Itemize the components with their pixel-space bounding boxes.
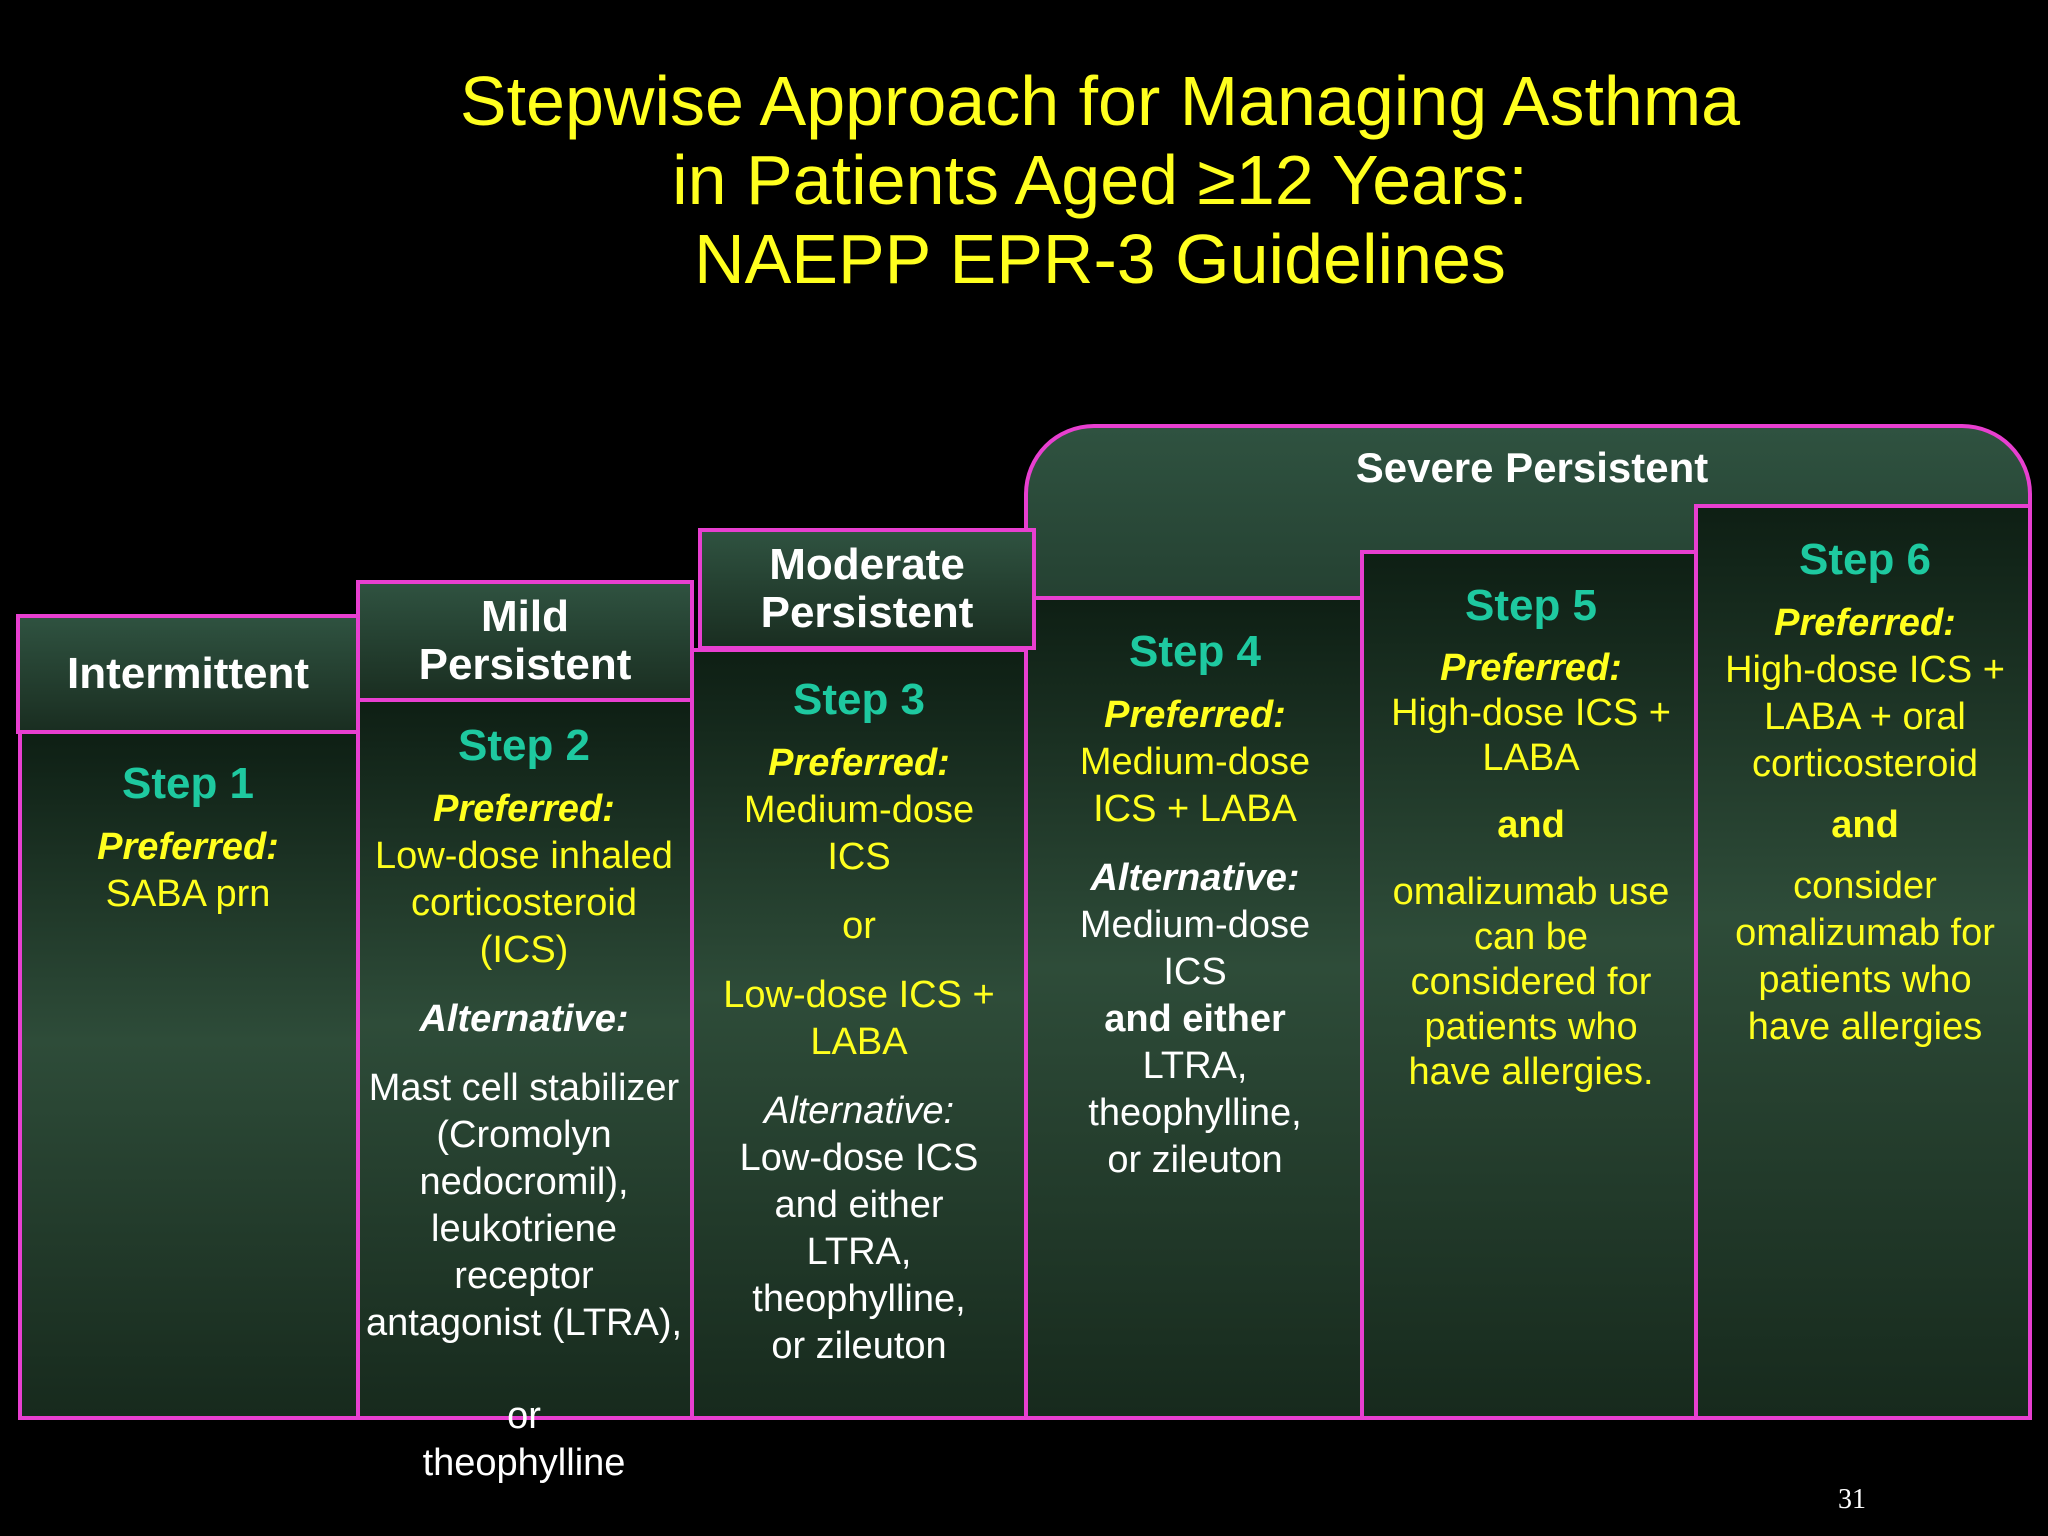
step-5-preferred-line: High-dose ICS + [1391, 692, 1671, 734]
mild-persistent-header [356, 580, 694, 702]
step-1-preferred: SABA prn [105, 873, 271, 915]
step-2-alternative-line: Mast cell stabilizer [368, 1067, 680, 1109]
mild-label-line-1: Mild [481, 592, 569, 641]
step-3-alternative-label: Alternative: [763, 1090, 955, 1132]
step-3-content [688, 674, 1030, 1370]
intermittent-header [16, 614, 360, 734]
step-2-alternative-label: Alternative: [419, 998, 629, 1040]
step-3-or: or [842, 905, 876, 947]
mild-label-line-2: Persistent [418, 640, 632, 689]
step-3-preferred-line: Medium-dose [743, 789, 975, 831]
step-5-preferred-label: Preferred: [1440, 647, 1622, 689]
step-1-preferred-label: Preferred: [97, 826, 279, 868]
step-5-preferred-line: LABA [1482, 737, 1580, 779]
step-1-title: Step 1 [121, 759, 255, 808]
step-2-alternative-line: antagonist (LTRA), [365, 1302, 683, 1344]
step-3-preferred2-line: Low-dose ICS + [723, 974, 995, 1016]
title-line-1: Stepwise Approach for Managing Asthma [459, 62, 1741, 140]
step-2-alternative-line: nedocromil), [419, 1161, 629, 1203]
step-2-last: theophylline [422, 1442, 626, 1484]
step-4-preferred-label: Preferred: [1104, 694, 1286, 736]
step-3-alternative-line: Low-dose ICS [739, 1137, 979, 1179]
step-2-preferred-line: Low-dose inhaled [375, 835, 673, 877]
step-6-extra-line: omalizumab for [1735, 912, 1995, 954]
step-4-and-either: and either [1104, 998, 1286, 1040]
step-2-alternative-line: (Cromolyn [436, 1114, 612, 1156]
step-5-and: and [1497, 804, 1565, 846]
step-5-extra-line: have allergies. [1408, 1051, 1654, 1093]
step-5-extra-line: can be [1473, 916, 1589, 958]
step-2-alternative-line: receptor [454, 1255, 594, 1297]
step-5-title: Step 5 [1464, 581, 1598, 630]
step-2-or: or [507, 1395, 541, 1437]
step-3-preferred2-line: LABA [810, 1021, 908, 1063]
step-5-extra-line: omalizumab use [1392, 871, 1670, 913]
step-6-content [1694, 534, 2036, 1051]
moderate-label-line-2: Persistent [760, 588, 974, 637]
step-2-preferred-line: corticosteroid [411, 882, 637, 924]
step-2-content [352, 720, 696, 1487]
severe-persistent-label: Severe Persistent [1355, 444, 1709, 491]
step-3-alternative-line: or zileuton [771, 1325, 947, 1367]
title-line-3: NAEPP EPR-3 Guidelines [694, 220, 1506, 298]
step-5-extra-line: patients who [1424, 1006, 1638, 1048]
page-number: 31 [1838, 1484, 1866, 1515]
step-6-preferred-line: corticosteroid [1752, 743, 1978, 785]
step-4-rest-line: or zileuton [1107, 1139, 1283, 1181]
step-3-title: Step 3 [792, 675, 926, 724]
step-5-extra-line: considered for [1410, 961, 1652, 1003]
step-3-alternative-line: theophylline, [752, 1278, 966, 1320]
step-3-alternative-line: and either [774, 1184, 944, 1226]
step-4-rest-line: LTRA, [1142, 1045, 1248, 1087]
step-3-alternative-line: LTRA, [806, 1231, 912, 1273]
step-5-content [1360, 580, 1702, 1095]
step-4-preferred-line: ICS + LABA [1093, 788, 1297, 830]
moderate-persistent-header [698, 528, 1036, 650]
step-6-title: Step 6 [1798, 535, 1932, 584]
step-6-extra-line: have allergies [1747, 1006, 1983, 1048]
moderate-label-line-1: Moderate [769, 540, 965, 589]
step-2-title: Step 2 [457, 721, 591, 770]
step-4-alternative-line: ICS [1163, 951, 1227, 993]
step-2-preferred-label: Preferred: [433, 788, 615, 830]
step-4-preferred-line: Medium-dose [1079, 741, 1311, 783]
step-3-preferred-line: ICS [827, 836, 891, 878]
step-6-and: and [1831, 804, 1899, 846]
step-6-extra-line: consider [1793, 865, 1937, 907]
step-6-preferred-line: High-dose ICS + [1725, 649, 2005, 691]
step-2-preferred-line: (ICS) [479, 929, 569, 971]
step-6-preferred-line: LABA + oral [1764, 696, 1966, 738]
step-3-preferred-label: Preferred: [768, 742, 950, 784]
intermittent-label: Intermittent [67, 649, 309, 698]
step-1-content [20, 758, 356, 918]
step-6-preferred-label: Preferred: [1774, 602, 1956, 644]
step-4-alternative-label: Alternative: [1090, 857, 1300, 899]
step-4-title: Step 4 [1128, 627, 1262, 676]
step-6-extra-line: patients who [1758, 959, 1972, 1001]
step-4-content [1024, 626, 1366, 1184]
step-2-alternative-line: leukotriene [431, 1208, 617, 1250]
step-4-rest-line: theophylline, [1088, 1092, 1302, 1134]
step-4-alternative-line: Medium-dose [1079, 904, 1311, 946]
title-line-2: in Patients Aged ≥12 Years: [672, 141, 1528, 219]
slide-title [400, 62, 1800, 299]
